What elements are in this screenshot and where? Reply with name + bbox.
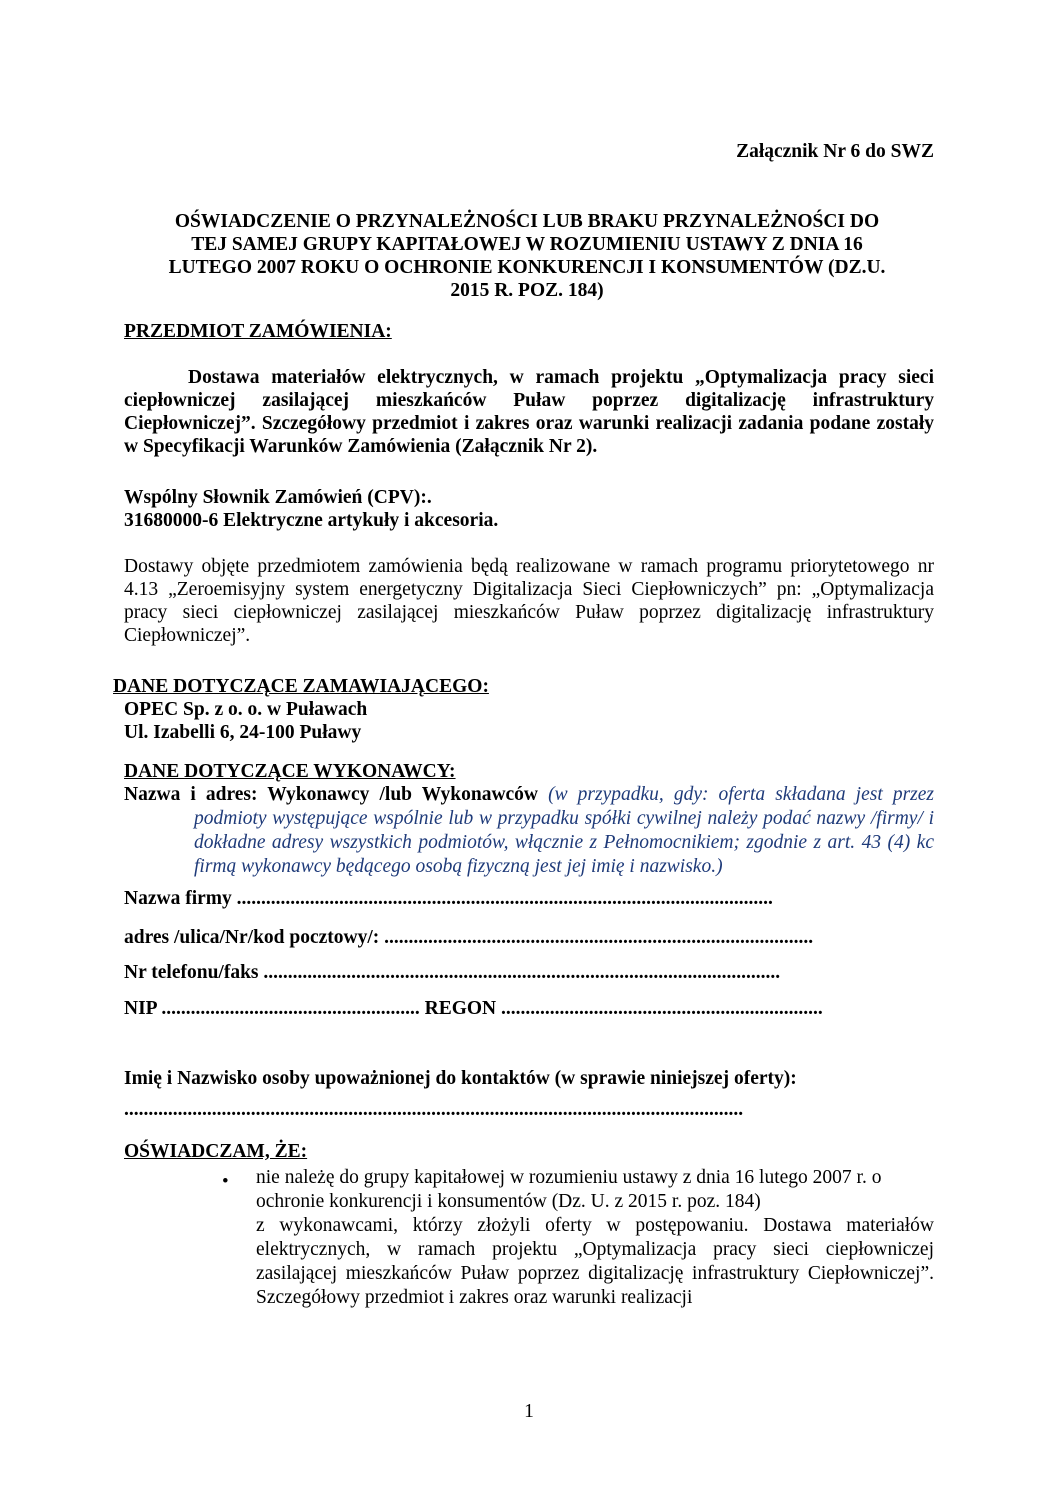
nip-regon-field[interactable]: NIP ..................................................... REGON ..................................................................: [124, 998, 823, 1019]
contractor-block: [124, 783, 934, 879]
bullet-icon: •: [222, 1171, 229, 1192]
orderer-name: OPEC Sp. z o. o. w Puławach: [124, 699, 368, 720]
declaration-continuation: z wykonawcami, którzy złożyli oferty w postępowaniu. Dostawa materiałów elektrycznych, w ramach projektu „Optymalizacja pracy sieci ciepłowniczej zasilającej mieszkańców Puław poprzez digitalizację infrastruktury Ciepłowniczej”. Szczegółowy przedmiot i zakres oraz warunki realizacji: [256, 1215, 934, 1308]
program-text: Dostawy objęte przedmiotem zamówienia będą realizowane w ramach programu priorytetowego nr 4.13 „Zeroemisyjny system energetyczny Digitalizacja Sieci Ciepłowniczych” pn: „Optymalizacja pracy sieci ciepłowniczej zasilającej mieszkańców Puław poprzez digitalizację infrastruktury Ciepłowniczej”.: [124, 556, 934, 646]
phone-fax-field[interactable]: Nr telefonu/faks ..........................................................................................................: [124, 962, 781, 983]
page-number: 1: [524, 1401, 534, 1422]
company-name-field[interactable]: Nazwa firmy ..............................................................................................................: [124, 888, 773, 909]
company-address-field[interactable]: adres /ulica/Nr/kod pocztowy/: ........................................................................................: [124, 927, 814, 948]
title-line-4: 2015 R. POZ. 184): [450, 280, 604, 301]
title-line-1: OŚWIADCZENIE O PRZYNALEŻNOŚCI LUB BRAKU PRZYNALEŻNOŚCI DO: [174, 211, 880, 232]
declaration-heading: OŚWIADCZAM, ŻE:: [124, 1141, 308, 1162]
title-line-2: TEJ SAMEJ GRUPY KAPITAŁOWEJ W ROZUMIENIU USTAWY Z DNIA 16: [191, 234, 863, 255]
title-line-3: LUTEGO 2007 ROKU O OCHRONIE KONKURENCJI I KONSUMENTÓW (DZ.U.: [168, 257, 886, 278]
orderer-address: Ul. Izabelli 6, 24-100 Puławy: [124, 722, 362, 743]
subject-heading: PRZEDMIOT ZAMÓWIENIA:: [124, 321, 392, 342]
cpv-code: 31680000-6 Elektryczne artykuły i akcesoria.: [124, 510, 499, 531]
cpv-label: Wspólny Słownik Zamówień (CPV):.: [124, 487, 432, 508]
contact-label: Imię i Nazwisko osoby upoważnionej do kontaktów (w sprawie niniejszej oferty):: [124, 1068, 797, 1089]
contact-field[interactable]: ...............................................................................................................................: [124, 1099, 744, 1120]
contractor-note: (w przypadku, gdy: oferta składana jest przez podmioty występujące wspólnie lub w przypadku spółki cywilnej należy podać nazwy /firmy/ i dokładne adresy wszystkich podmiotów, włącznie z Pełnomocnikiem; zgodnie z art. 43 (4) kc firmą wykonawcy będącego osobą fizyczną jest jej imię i nazwisko.): [194, 784, 934, 877]
document-title: [120, 210, 934, 302]
contractor-heading: DANE DOTYCZĄCE WYKONAWCY:: [124, 761, 456, 782]
declaration-bullet: nie należę do grupy kapitałowej w rozumieniu ustawy z dnia 16 lutego 2007 r. o ochronie konkurencji i konsumentów (Dz. U. z 2015 r. poz. 184): [256, 1167, 882, 1212]
annex-label: Załącznik Nr 6 do SWZ: [736, 141, 934, 162]
contractor-label: Nazwa i adres: Wykonawcy /lub Wykonawców: [124, 784, 539, 805]
orderer-heading: DANE DOTYCZĄCE ZAMAWIAJĄCEGO:: [113, 676, 489, 697]
subject-text: Dostawa materiałów elektrycznych, w ramach projektu „Optymalizacja pracy sieci ciepłowniczej zasilającej mieszkańców Puław poprzez digitalizację infrastruktury Ciepłowniczej”. Szczegółowy przedmiot i zakres oraz warunki realizacji zadania podane zostały w Specyfikacji Warunków Zamówienia (Załącznik Nr 2).: [124, 367, 934, 457]
